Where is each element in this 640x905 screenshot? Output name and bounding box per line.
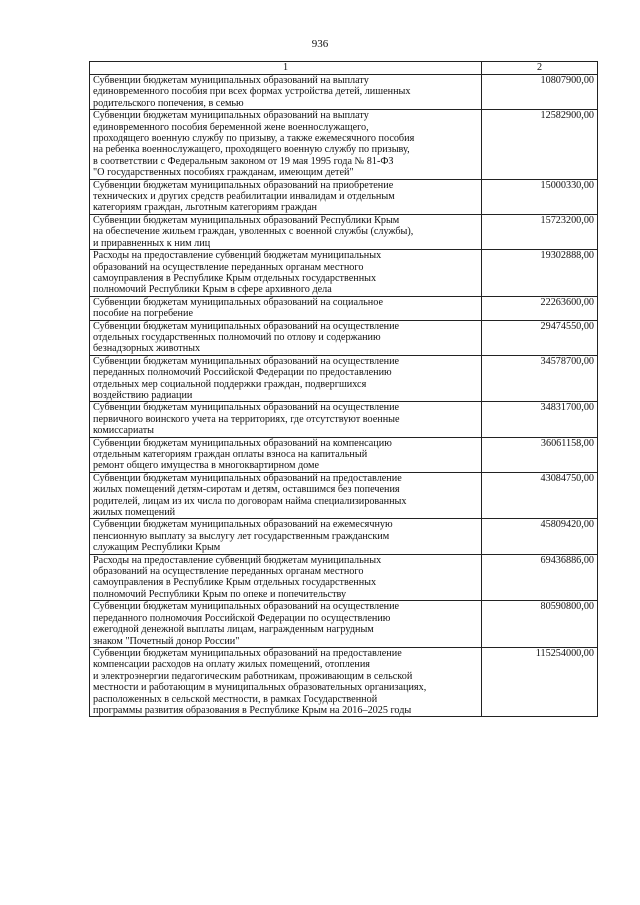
row-description: Субвенции бюджетам муниципальных образований на компенсацию отдельным категориям граждан оплаты взноса на капитальный ремонт общего имущества в многоквартирном доме: [90, 437, 482, 472]
table-row: [90, 472, 598, 519]
table-row: [90, 402, 598, 437]
row-amount: 43084750,00: [482, 472, 598, 519]
row-amount: 15723200,00: [482, 214, 598, 249]
row-description: Расходы на предоставление субвенций бюджетам муниципальных образований на осуществление переданных органам местного самоуправления в Республике Крым отдельных государственных полномочий Республики Крым по опеке и попечительству: [90, 554, 482, 601]
table-header-row: [90, 62, 598, 75]
page-number: 936: [311, 38, 329, 50]
table-row: [90, 437, 598, 472]
row-amount: 15000330,00: [482, 179, 598, 214]
row-amount: 34831700,00: [482, 402, 598, 437]
row-amount: 10807900,00: [482, 75, 598, 110]
row-amount: 45809420,00: [482, 519, 598, 554]
row-description: Субвенции бюджетам муниципальных образований на предоставление жилых помещений детям-сиротам и детям, оставшимся без попечения родителей, лицам из их числа по договорам найма специализированных жилых помещений: [90, 472, 482, 519]
table-row: [90, 519, 598, 554]
table-row: [90, 554, 598, 601]
table-row: [90, 296, 598, 320]
row-description: Субвенции бюджетам муниципальных образований на осуществление переданных полномочий Российской Федерации по предоставлению отдельных мер социальной поддержки граждан, подвергшихся воздействию радиации: [90, 355, 482, 402]
row-amount: 29474550,00: [482, 320, 598, 355]
table-row: [90, 75, 598, 110]
row-description: Субвенции бюджетам муниципальных образований на приобретение технических и других средств реабилитации инвалидам и отдельным категориям граждан, льготным категориям граждан: [90, 179, 482, 214]
row-description: Субвенции бюджетам муниципальных образований на социальное пособие на погребение: [90, 296, 482, 320]
row-amount: 80590800,00: [482, 601, 598, 648]
row-amount: 69436886,00: [482, 554, 598, 601]
table-row: [90, 320, 598, 355]
row-description: Расходы на предоставление субвенций бюджетам муниципальных образований на осуществление переданных органам местного самоуправления в Республике Крым отдельных государственных полномочий Республики Крым в сфере архивного дела: [90, 250, 482, 297]
row-description: Субвенции бюджетам муниципальных образований Республики Крым на обеспечение жильем граждан, уволенных с военной службы (службы), и приравненных к ним лиц: [90, 214, 482, 249]
table-row: [90, 355, 598, 402]
row-amount: 22263600,00: [482, 296, 598, 320]
row-description: Субвенции бюджетам муниципальных образований на осуществление отдельных государственных полномочий по отлову и содержанию безнадзорных животных: [90, 320, 482, 355]
row-amount: 115254000,00: [482, 647, 598, 716]
table-row: [90, 250, 598, 297]
row-description: Субвенции бюджетам муниципальных образований на выплату единовременного пособия при всех формах устройства детей, лишенных родительского попечения, в семью: [90, 75, 482, 110]
table-row: [90, 110, 598, 179]
row-amount: 19302888,00: [482, 250, 598, 297]
row-description: Субвенции бюджетам муниципальных образований на осуществление переданного полномочия Российской Федерации по осуществлению ежегодной денежной выплаты лицам, награжденным нагрудным знаком "Почетный донор России": [90, 601, 482, 648]
column-header-amount: 2: [482, 62, 598, 75]
row-amount: 12582900,00: [482, 110, 598, 179]
table-row: [90, 179, 598, 214]
column-header-description: 1: [90, 62, 482, 75]
table-row: [90, 601, 598, 648]
table-row: [90, 647, 598, 716]
subventions-table: [89, 61, 598, 717]
row-amount: 36061158,00: [482, 437, 598, 472]
row-description: Субвенции бюджетам муниципальных образований на предоставление компенсации расходов на оплату жилых помещений, отопления и электроэнергии педагогическим работникам, проживающим в сельской местности и работающим в муниципальных образовательных организациях, расположенных в сельской местности, в рамках Государственной программы развития образования в Республике Крым на 2016–2025 годы: [90, 647, 482, 716]
row-amount: 34578700,00: [482, 355, 598, 402]
row-description: Субвенции бюджетам муниципальных образований на ежемесячную пенсионную выплату за выслугу лет государственным гражданским служащим Республики Крым: [90, 519, 482, 554]
row-description: Субвенции бюджетам муниципальных образований на осуществление первичного воинского учета на территориях, где отсутствуют военные комиссариаты: [90, 402, 482, 437]
table-row: [90, 214, 598, 249]
row-description: Субвенции бюджетам муниципальных образований на выплату единовременного пособия беременной жене военнослужащего, проходящего военную службу по призыву, а также ежемесячного пособия на ребенка военнослужащего, проходящего военную службу по призыву, в соответствии с Федеральным законом от 19 мая 1995 года № 81-ФЗ "О государственных пособиях гражданам, имеющим детей": [90, 110, 482, 179]
